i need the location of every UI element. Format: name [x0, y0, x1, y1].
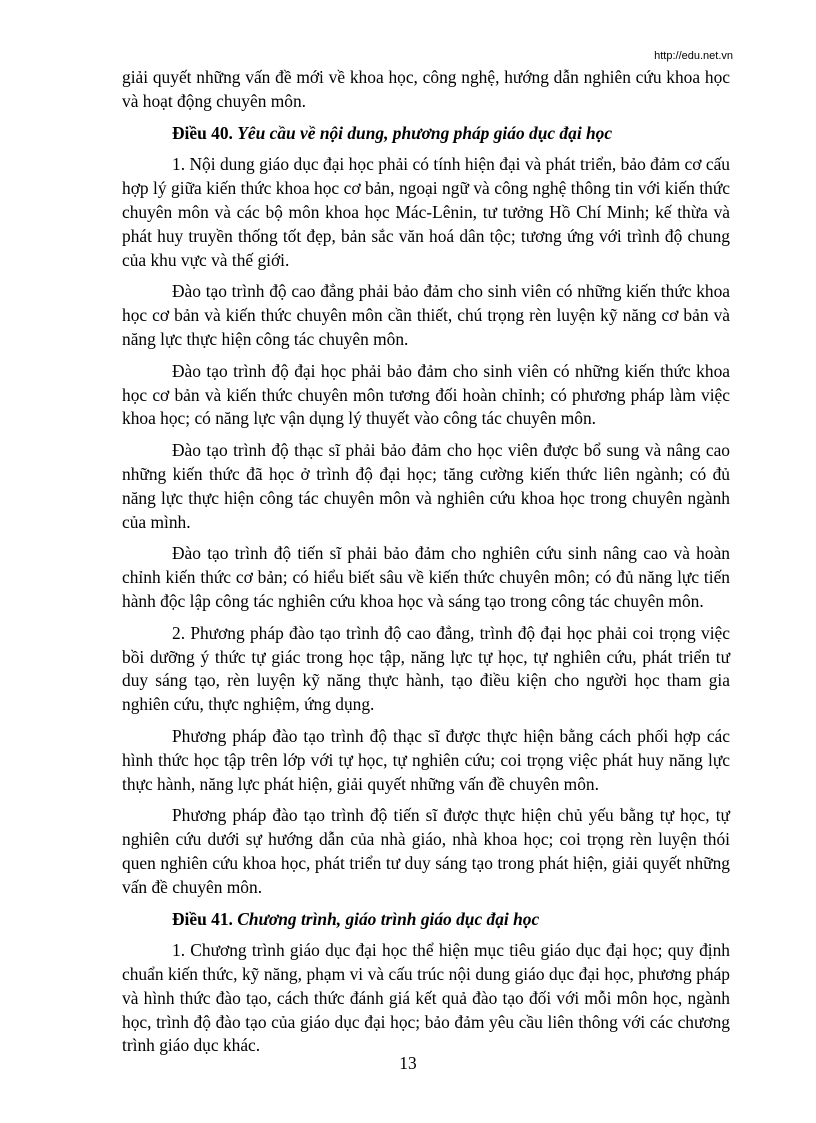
paragraph: Phương pháp đào tạo trình độ tiến sĩ được thực hiện chủ yếu bằng tự học, tự nghiên cứu dưới sự hướng dẫn của nhà giáo, nhà khoa học; coi trọng rèn luyện thói quen nghiên cứu khoa học, phát triển tư duy sáng tạo trong phát hiện, giải quyết những vấn đề chuyên môn. [122, 805, 730, 897]
page-number: 13 [399, 1053, 417, 1073]
paragraph: giải quyết những vấn đề mới về khoa học, công nghệ, hướng dẫn nghiên cứu khoa học và hoạt động chuyên môn. [122, 67, 730, 111]
article-number: Điều 41. [172, 908, 233, 929]
paragraph: 1. Nội dung giáo dục đại học phải có tính hiện đại và phát triển, bảo đảm cơ cấu hợp lý giữa kiến thức khoa học cơ bản, ngoại ngữ và công nghệ thông tin với kiến thức chuyên môn và các bộ môn khoa học Mác-Lênin, tư tưởng Hồ Chí Minh; kế thừa và phát huy truyền thống tốt đẹp, bản sắc văn hoá dân tộc; tương ứng với trình độ chung của khu vực và thế giới. [122, 154, 730, 270]
article-heading [122, 908, 730, 932]
article-title: Chương trình, giáo trình giáo dục đại học [237, 908, 540, 929]
article-number: Điều 40. [172, 122, 233, 143]
paragraph: Đào tạo trình độ cao đẳng phải bảo đảm cho sinh viên có những kiến thức khoa học cơ bản và kiến thức chuyên môn cần thiết, chú trọng rèn luyện kỹ năng cơ bản và năng lực thực hiện công tác chuyên môn. [122, 281, 730, 349]
paragraph: 1. Chương trình giáo dục đại học thể hiện mục tiêu giáo dục đại học; quy định chuẩn kiến thức, kỹ năng, phạm vi và cấu trúc nội dung giáo dục đại học, phương pháp và hình thức đào tạo, cách thức đánh giá kết quả đào tạo đối với mỗi môn học, ngành học, trình độ đào tạo của giáo dục đại học; bảo đảm yêu cầu liên thông với các chương trình giáo dục khác. [122, 940, 730, 1056]
document-body [122, 66, 730, 1066]
paragraph: 2. Phương pháp đào tạo trình độ cao đẳng, trình độ đại học phải coi trọng việc bồi dưỡng ý thức tự giác trong học tập, năng lực tự học, tự nghiên cứu, phát triển tư duy sáng tạo, rèn luyện kỹ năng thực hành, tạo điều kiện cho người học tham gia nghiên cứu, thực nghiệm, ứng dụng. [122, 622, 730, 715]
paragraph: Đào tạo trình độ đại học phải bảo đảm cho sinh viên có những kiến thức khoa học cơ bản và kiến thức chuyên môn tương đối hoàn chỉnh; có phương pháp làm việc khoa học; có năng lực vận dụng lý thuyết vào công tác chuyên môn. [122, 360, 730, 429]
source-url: http://edu.net.vn [654, 50, 733, 62]
article-title: Yêu cầu về nội dung, phương pháp giáo dục đại học [237, 122, 613, 143]
paragraph: Đào tạo trình độ tiến sĩ phải bảo đảm cho nghiên cứu sinh nâng cao và hoàn chỉnh kiến thức cơ bản; có hiểu biết sâu về kiến thức chuyên môn; có đủ năng lực tiến hành độc lập công tác nghiên cứu khoa học và sáng tạo trong công tác chuyên môn. [122, 543, 730, 611]
paragraph: Đào tạo trình độ thạc sĩ phải bảo đảm cho học viên được bổ sung và nâng cao những kiến thức đã học ở trình độ đại học; tăng cường kiến thức liên ngành; có đủ năng lực thực hiện công tác chuyên môn và nghiên cứu khoa học trong chuyên ngành của mình. [122, 440, 730, 532]
paragraph: Phương pháp đào tạo trình độ thạc sĩ được thực hiện bằng cách phối hợp các hình thức học tập trên lớp với tự học, tự nghiên cứu; coi trọng việc phát huy năng lực thực hành, năng lực phát hiện, giải quyết những vấn đề chuyên môn. [122, 725, 730, 794]
article-heading [122, 122, 730, 146]
